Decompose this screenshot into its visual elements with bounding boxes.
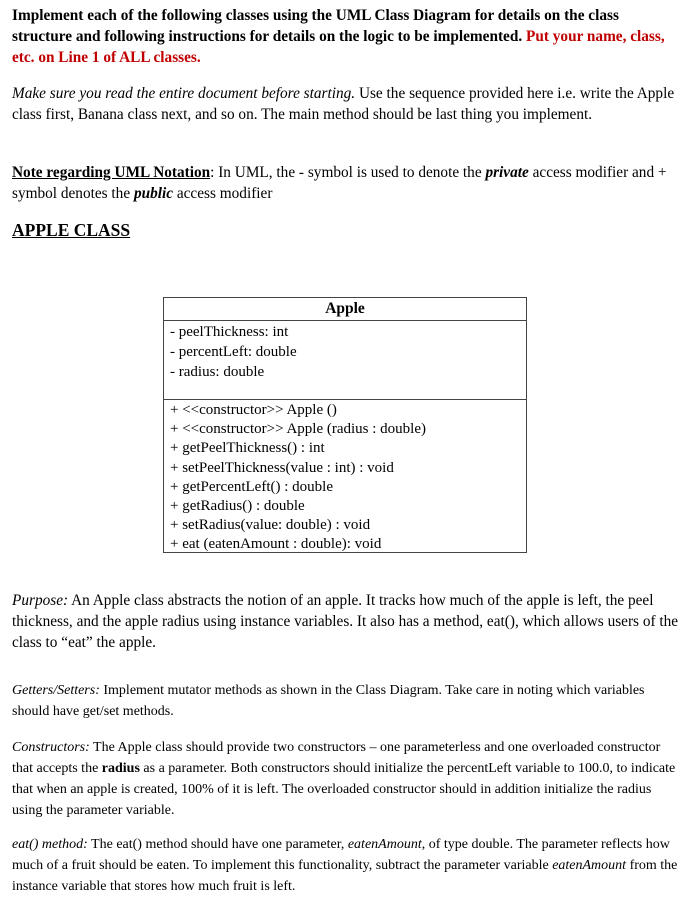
note-text-3: access modifier <box>173 185 273 202</box>
purpose-label: Purpose: <box>12 592 69 609</box>
note-text-1: : In UML, the - symbol is used to denote the <box>210 164 486 181</box>
constructors-text-1: The Apple class should provide two constructors – one parameterless and one overloaded constructor that accepts the <box>12 740 661 776</box>
uml-method: + getPeelThickness() : int <box>170 440 325 457</box>
uml-notation-note <box>12 162 680 204</box>
uml-method: + eat (eatenAmount : double): void <box>170 536 382 553</box>
eat-text-3: from the instance variable that stores how much fruit is left. <box>12 858 678 894</box>
eat-method-paragraph <box>12 834 680 897</box>
section-title: APPLE CLASS <box>12 220 131 240</box>
uml-method: + getPercentLeft() : double <box>170 478 333 495</box>
uml-class-name: Apple <box>164 298 526 321</box>
constructors-paragraph <box>12 737 680 821</box>
note-private-keyword: private <box>485 164 529 181</box>
uml-attribute: - peelThickness: int <box>170 324 289 340</box>
make-sure-italic: Make sure you read the entire document before starting. <box>12 85 356 102</box>
note-text-2: access modifier and + symbol denotes the <box>12 164 667 202</box>
uml-class-diagram <box>163 297 527 553</box>
eat-text-2: , of type double. The parameter reflects how much of a fruit should be eaten. To implement this functionality, subtract the parameter variable <box>12 837 670 873</box>
uml-attribute: - radius: double <box>170 364 265 380</box>
getters-label: Getters/Setters: <box>12 683 100 698</box>
getters-text: Implement mutator methods as shown in the Class Diagram. Take care in noting which variables should have get/set methods. <box>12 683 645 719</box>
intro-paragraph <box>12 5 680 68</box>
uml-methods <box>164 400 526 556</box>
note-heading: Note regarding UML Notation <box>12 164 211 181</box>
purpose-paragraph <box>12 590 680 653</box>
intro-red-instruction: Put your name, class, etc. on Line 1 of ALL classes. <box>12 28 665 66</box>
uml-attributes <box>164 321 526 400</box>
eat-label: eat() method: <box>12 837 88 852</box>
make-sure-text: Use the sequence provided here i.e. write the Apple class first, Banana class next, and so on. The main method should be last thing you implement. <box>12 85 675 123</box>
note-public-keyword: public <box>133 185 174 202</box>
constructors-radius-bold: radius <box>101 761 140 776</box>
eat-text-1: The eat() method should have one parameter, <box>87 837 348 852</box>
uml-method: + setRadius(value: double) : void <box>170 517 371 534</box>
uml-method: + getRadius() : double <box>170 498 305 515</box>
constructors-text-2: as a parameter. Both constructors should initialize the percentLeft variable to 100.0, to indicate that when an apple is created, 100% of it is left. The overloaded constructor should in addition initialize the radius using the parameter variable. <box>12 761 676 818</box>
eat-param-italic-2: eatenAmount <box>552 858 627 873</box>
uml-method: + <<constructor>> Apple (radius : double) <box>170 421 426 438</box>
intro-text: Implement each of the following classes using the UML Class Diagram for details on the class structure and following instructions for details on the logic to be implemented. <box>12 7 619 45</box>
uml-method: + <<constructor>> Apple () <box>170 402 337 418</box>
read-document-paragraph <box>12 83 680 125</box>
constructors-label: Constructors: <box>12 740 90 755</box>
uml-attribute: - percentLeft: double <box>170 344 297 360</box>
uml-method: + setPeelThickness(value : int) : void <box>170 459 394 476</box>
purpose-text: An Apple class abstracts the notion of an apple. It tracks how much of the apple is left, the peel thickness, and the apple radius using instance variables. It also has a method, eat(), which allows users of the class to “eat” the apple. <box>12 592 679 651</box>
eat-param-italic: eatenAmount <box>347 837 422 852</box>
getters-setters-paragraph <box>12 680 680 722</box>
